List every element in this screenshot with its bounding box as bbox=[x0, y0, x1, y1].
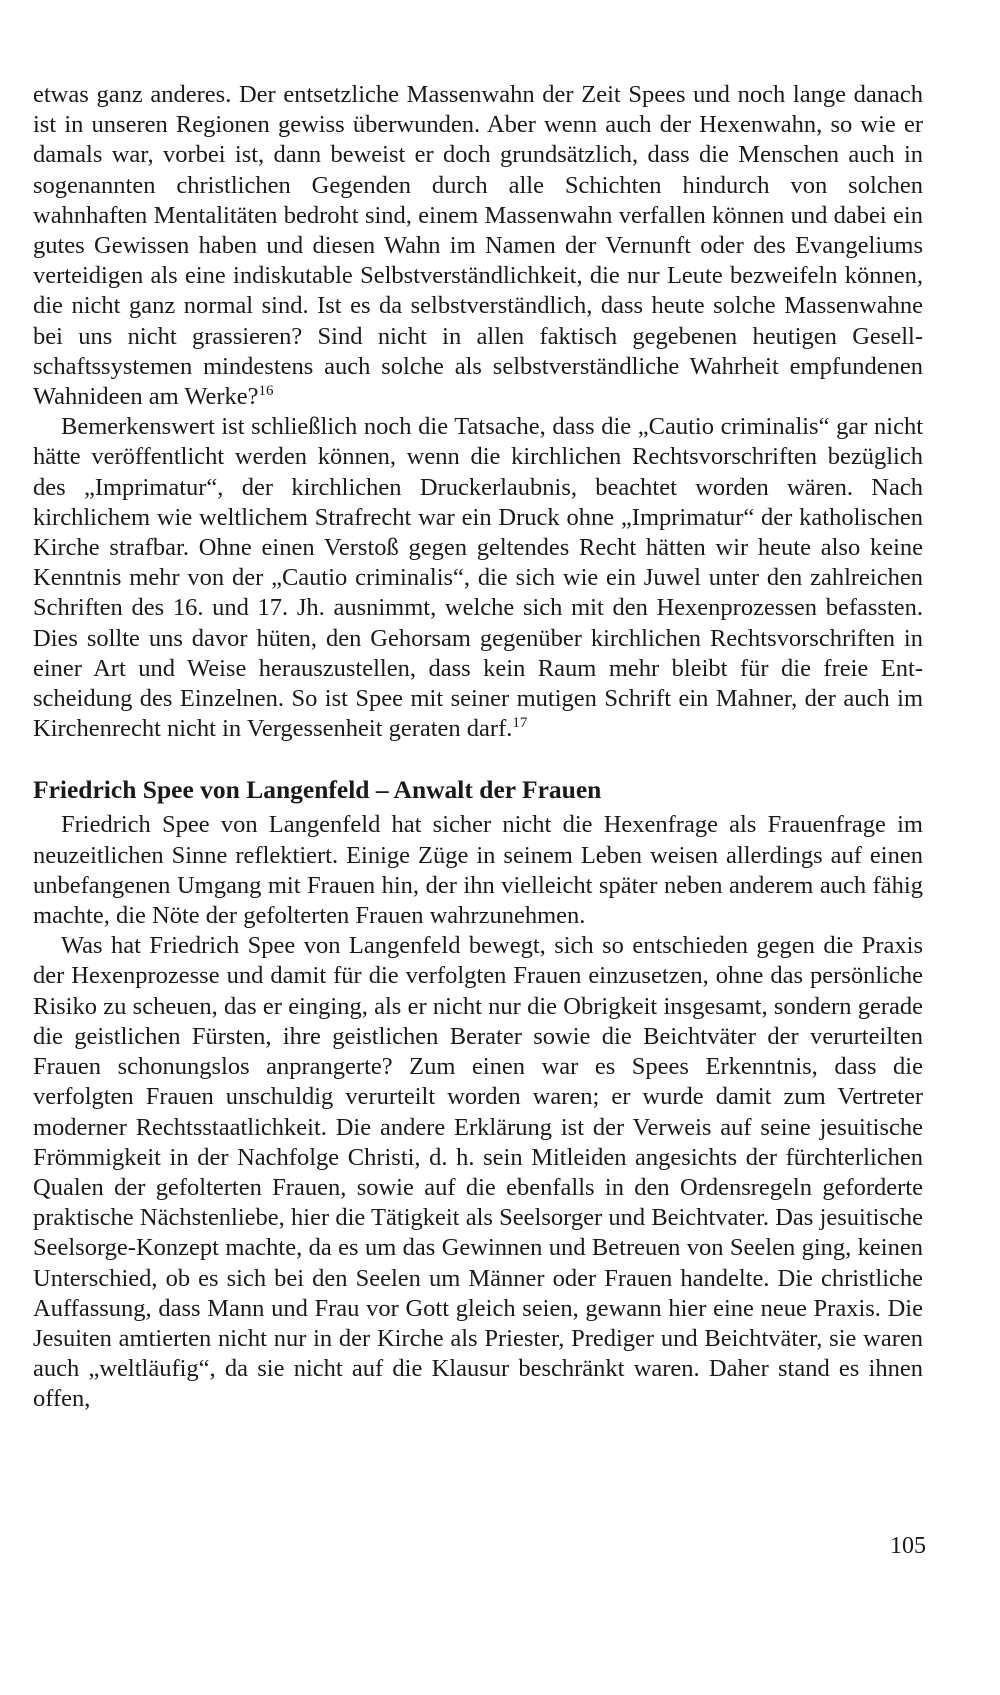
page-body bbox=[33, 80, 923, 1415]
paragraph-1 bbox=[33, 80, 923, 412]
paragraph-1-text: etwas ganz anderes. Der entsetzliche Massenwahn der Zeit Spees und noch lange danach ist in unseren Regionen gewiss überwunden. Aber wenn auch der Hexenwahn, so wie er damals war, vorbei ist, dann beweist er doch grundsätzlich, dass die Menschen auch in sogenannten christlichen Gegenden durch alle Schichten hindurch von solchen wahnhaften Mentalitäten bedroht sind, einem Massenwahn verfallen können und dabei ein gutes Gewissen haben und diesen Wahn im Namen der Vernunft oder des Evangeliums verteidigen als eine indiskutable Selbstverständlichkeit, die nur Leute bezweifeln können, die nicht ganz normal sind. Ist es da selbstverständlich, dass heute solche Massenwahne bei uns nicht grassieren? Sind nicht in allen faktisch gegebenen heutigen Gesellschaftssystemen mindestens auch solche als selbstverständliche Wahrheit empfundenen Wahnideen am Werke? bbox=[33, 81, 923, 411]
paragraph-3 bbox=[33, 810, 923, 931]
paragraph-2-text: Bemerkenswert ist schließlich noch die Tatsache, dass die „Cautio criminalis“ gar nicht hätte veröffentlicht werden können, wenn die kirchlichen Rechtsvorschriften bezüglich des „Imprimatur“, der kirchlichen Druckerlaubnis, beachtet worden wären. Nach kirchlichem wie weltlichem Strafrecht war ein Druck ohne „Imprimatur“ der katholischen Kirche strafbar. Ohne einen Verstoß gegen geltendes Recht hätten wir heute also keine Kenntnis mehr von der „Cautio criminalis“, die sich wie ein Juwel unter den zahlreichen Schriften des 16. und 17. Jh. ausnimmt, welche sich mit den Hexenprozessen befassten. Dies sollte uns davor hüten, den Gehorsam gegenüber kirchlichen Rechtsvorschriften in einer Art und Weise herauszustellen, dass kein Raum mehr bleibt für die freie Entscheidung des Einzelnen. So ist Spee mit seiner mutigen Schrift ein Mahner, der auch im Kirchenrecht nicht in Vergessenheit geraten darf. bbox=[33, 413, 923, 743]
paragraph-4 bbox=[33, 931, 923, 1414]
paragraph-4-text: Was hat Friedrich Spee von Langenfeld bewegt, sich so entschieden gegen die Praxis der Hexenprozesse und damit für die verfolgten Frauen einzusetzen, ohne das persönliche Risiko zu scheuen, das er einging, als er nicht nur die Obrigkeit insgesamt, sondern gerade die geistlichen Fürsten, ihre geistlichen Berater sowie die Beichtväter der verurteilten Frauen schonungslos anprangerte? Zum einen war es Spees Erkenntnis, dass die verfolgten Frauen unschuldig verurteilt worden waren; er wurde damit zum Vertreter moderner Rechtsstaatlichkeit. Die andere Erklärung ist der Verweis auf seine jesuitische Frömmigkeit in der Nachfolge Christi, d. h. sein Mitleiden angesichts der fürchterlichen Qualen der gefolterten Frauen, sowie auf die ebenfalls in den Ordensregeln geforderte praktische Nächstenliebe, hier die Tätigkeit als Seelsorger und Beichtvater. Das jesuitische Seelsorge-Konzept machte, da es um das Gewinnen und Betreuen von Seelen ging, keinen Unterschied, ob es sich bei den Seelen um Männer oder Frauen handelte. Die christliche Auffassung, dass Mann und Frau vor Gott gleich seien, gewann hier eine neue Praxis. Die Jesuiten amtierten nicht nur in der Kirche als Priester, Prediger und Beichtväter, sie waren auch „weltläufig“, da sie nicht auf die Klausur beschränkt waren. Daher stand es ihnen offen, bbox=[33, 932, 923, 1413]
footnote-marker-17[interactable]: 17 bbox=[512, 715, 528, 732]
paragraph-2 bbox=[33, 412, 923, 744]
section-heading: Friedrich Spee von Langenfeld – Anwalt der Frauen bbox=[33, 775, 602, 805]
paragraph-3-text: Friedrich Spee von Langenfeld hat sicher nicht die Hexenfrage als Frauenfrage im neuzeitlichen Sinne reflektiert. Einige Züge in seinem Leben weisen allerdings auf einen unbefangenen Umgang mit Frauen hin, der ihn vielleicht später neben anderem auch fähig machte, die Nöte der gefolterten Frauen wahrzunehmen. bbox=[33, 811, 923, 930]
page-number: 105 bbox=[890, 1533, 926, 1559]
footnote-marker-16[interactable]: 16 bbox=[258, 382, 274, 399]
